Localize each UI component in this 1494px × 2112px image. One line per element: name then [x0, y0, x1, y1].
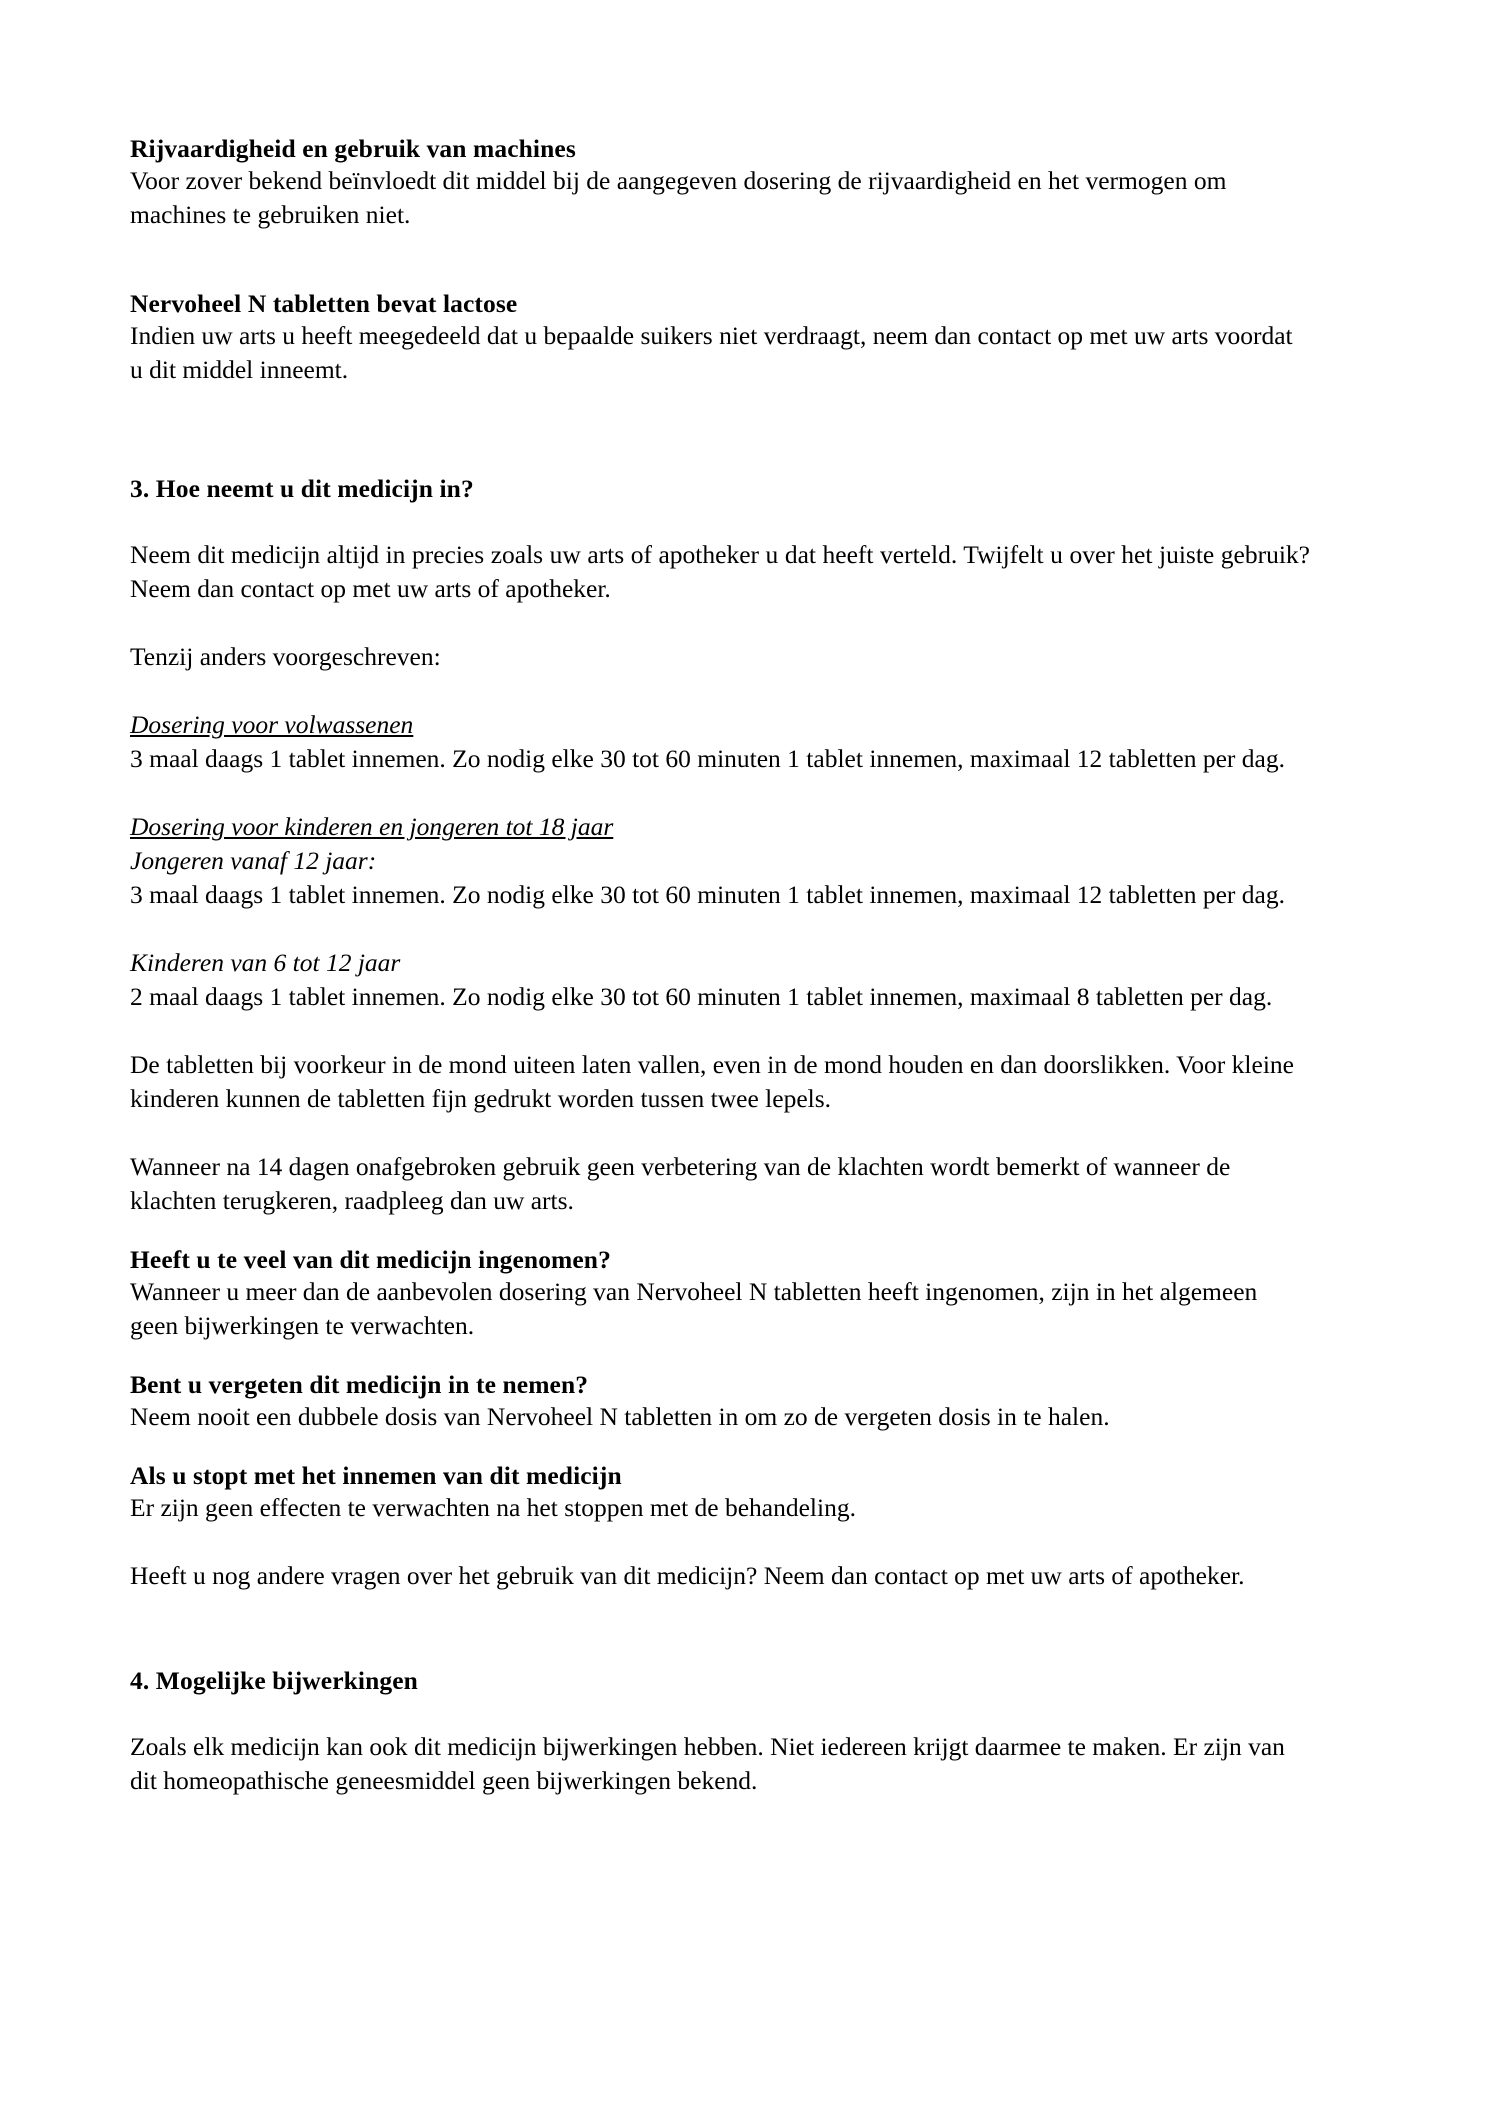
how-to-take-heading: 3. Hoe neemt u dit medicijn in?	[130, 474, 474, 503]
administration-text: De tabletten bij voorkeur in de mond uiteen laten vallen, even in de mond houden en dan doorslikken. Voor kleine kinderen kunnen de tabletten fijn gedrukt worden tussen twee lepels.	[130, 1050, 1294, 1113]
spacer	[130, 387, 1310, 473]
spacer	[130, 1593, 1310, 1665]
section-how-to-take	[130, 473, 1310, 1593]
side-effects-body: Zoals elk medicijn kan ook dit medicijn bijwerkingen hebben. Niet iedereen krijgt daarmee te maken. Er zijn van dit homeopathische geneesmiddel geen bijwerkingen bekend.	[130, 1732, 1285, 1795]
overdose-body: Wanneer u meer dan de aanbevolen dosering van Nervoheel N tabletten heeft ingenomen, zijn in het algemeen geen bijwerkingen te verwachten.	[130, 1277, 1258, 1340]
spacer	[130, 1218, 1310, 1244]
lactose-body: Indien uw arts u heeft meegedeeld dat u bepaalde suikers niet verdraagt, neem dan contact op met uw arts voordat u dit middel inneemt.	[130, 321, 1293, 384]
how-to-take-intro: Neem dit medicijn altijd in precies zoals uw arts of apotheker u dat heeft verteld. Twijfelt u over het juiste gebruik? Neem dan contact op met uw arts of apotheker.	[130, 540, 1310, 603]
spacer	[130, 1434, 1310, 1460]
stopping-body: Er zijn geen effecten te verwachten na het stoppen met de behandeling.	[130, 1493, 856, 1522]
section-driving	[130, 133, 1310, 232]
spacer	[130, 1343, 1310, 1369]
spacer	[130, 606, 1310, 640]
dosing-adults-body: 3 maal daags 1 tablet innemen. Zo nodig elke 30 tot 60 minuten 1 tablet innemen, maximaal 12 tabletten per dag.	[130, 744, 1285, 773]
missed-dose-block	[130, 1369, 1310, 1434]
side-effects-heading: 4. Mogelijke bijwerkingen	[130, 1666, 418, 1695]
dosing-children-label: Kinderen van 6 tot 12 jaar	[130, 948, 401, 977]
dosing-children-title: Dosering voor kinderen en jongeren tot 18 jaar	[130, 812, 614, 841]
spacer	[130, 1116, 1310, 1150]
dosing-adults-block	[130, 708, 1310, 776]
driving-heading: Rijvaardigheid en gebruik van machines	[130, 134, 576, 163]
how-to-take-closing: Heeft u nog andere vragen over het gebruik van dit medicijn? Neem dan contact op met uw arts of apotheker.	[130, 1561, 1245, 1590]
duration-warning-text: Wanneer na 14 dagen onafgebroken gebruik geen verbetering van de klachten wordt bemerkt of wanneer de klachten terugkeren, raadpleeg dan uw arts.	[130, 1152, 1231, 1215]
spacer	[130, 1525, 1310, 1559]
section-lactose	[130, 288, 1310, 387]
dosing-children-block	[130, 810, 1310, 1014]
spacer	[130, 1014, 1310, 1048]
spacer	[130, 232, 1310, 288]
dosing-children-body: 2 maal daags 1 tablet innemen. Zo nodig elke 30 tot 60 minuten 1 tablet innemen, maximaal 8 tabletten per dag.	[130, 982, 1273, 1011]
unless-prescribed-text: Tenzij anders voorgeschreven:	[130, 642, 441, 671]
dosing-adults-title: Dosering voor volwassenen	[130, 710, 414, 739]
spacer	[130, 776, 1310, 810]
spacer	[130, 1696, 1310, 1730]
missed-dose-heading: Bent u vergeten dit medicijn in te nemen?	[130, 1370, 589, 1399]
missed-dose-body: Neem nooit een dubbele dosis van Nervoheel N tabletten in om zo de vergeten dosis in te halen.	[130, 1402, 1110, 1431]
spacer	[130, 912, 1310, 946]
dosing-youth-label: Jongeren vanaf 12 jaar:	[130, 846, 377, 875]
driving-body: Voor zover bekend beïnvloedt dit middel bij de aangegeven dosering de rijvaardigheid en het vermogen om machines te gebruiken niet.	[130, 166, 1227, 229]
lactose-heading: Nervoheel N tabletten bevat lactose	[130, 289, 518, 318]
dosing-youth-body: 3 maal daags 1 tablet innemen. Zo nodig elke 30 tot 60 minuten 1 tablet innemen, maximaal 12 tabletten per dag.	[130, 880, 1285, 909]
spacer	[130, 504, 1310, 538]
overdose-heading: Heeft u te veel van dit medicijn ingenomen?	[130, 1245, 611, 1274]
page-content	[130, 133, 1310, 1798]
spacer	[130, 674, 1310, 708]
section-side-effects	[130, 1665, 1310, 1798]
stopping-block	[130, 1460, 1310, 1525]
overdose-block	[130, 1244, 1310, 1343]
stopping-heading: Als u stopt met het innemen van dit medicijn	[130, 1461, 622, 1490]
